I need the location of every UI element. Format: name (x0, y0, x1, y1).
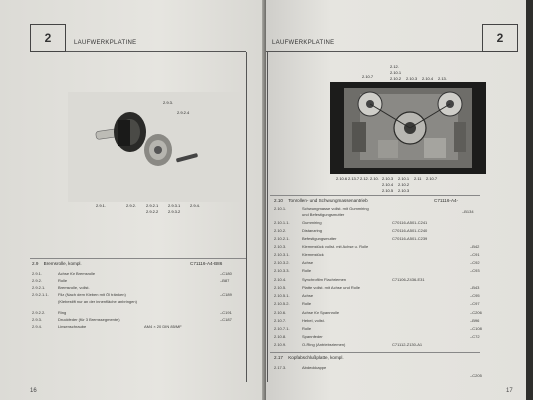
part-description: (Klebestift nur an der innenfläche anbringen) (58, 299, 137, 304)
part-description: Gummiring (302, 220, 322, 225)
callout-bottom-1: 2.10.6 (336, 176, 348, 181)
part-number: 2.10.7.1. (274, 326, 290, 331)
callout-bottom-11: 2.11 (414, 176, 422, 181)
section-heading (32, 261, 82, 266)
part-ref: –C91 (470, 252, 480, 257)
left-page (0, 0, 266, 400)
part-description: Synchrofilm Flachriemen (302, 277, 347, 282)
section-rule (30, 258, 246, 259)
callout-bottom-6: 2.10.4 (382, 182, 394, 187)
part-description: Hebel, vollst. (302, 318, 325, 323)
part-number: 2.10.9. (274, 342, 287, 347)
part-description: Rolle (302, 268, 312, 273)
callout-bottom-9: 2.10.2 (398, 182, 410, 187)
part-number: 2.10.3. (274, 244, 287, 249)
part-ref: –C95 (470, 293, 480, 298)
section-title: Bremsrolle, kompl. (43, 261, 82, 266)
mechanism-photo (330, 82, 486, 174)
section-code: C71116-A4-B86 (190, 261, 223, 266)
part-description: O-Ring (Antriebsriemen) (302, 342, 346, 347)
part-code: C70116-A501-C241 (392, 220, 428, 225)
part-description: Achse (302, 260, 314, 265)
part-number: 2.9.1. (32, 271, 43, 276)
part-number: 2.10.5.1. (274, 293, 290, 298)
callout-top-2: 2.9.2.4 (177, 110, 190, 115)
part-description: Distanzring (302, 228, 323, 233)
section2-number: 2.17 (274, 355, 283, 360)
chapter-number-box (482, 24, 518, 52)
part-number: 2.10.8. (274, 334, 287, 339)
book-edge (526, 0, 533, 400)
chapter-number-box (30, 24, 66, 52)
part-ref: –C97 (470, 301, 480, 306)
callout-bottom-4: 2.9.2.2 (146, 209, 159, 214)
part-description: Abdeckkappe (302, 365, 327, 370)
callout-bottom-2: 2.13.7 (348, 176, 360, 181)
part-number: 2.10.5. (274, 285, 287, 290)
callout-top-7: 2.13. (438, 76, 447, 81)
part-description: Druckfeder (für 3 Bremssegmente) (58, 317, 120, 322)
part-number: 2.9.3. (32, 317, 43, 322)
part-ref: –C189 (220, 292, 232, 297)
callout-bottom-8: 2.10.1 (398, 176, 410, 181)
callout-bottom-7: 2.10.5 (382, 188, 394, 193)
part-ref: –B43 (470, 285, 480, 290)
part-description: Schwungmasse vollst. mit Gummiring (302, 206, 369, 211)
mechanism-illustration (330, 82, 486, 174)
part-number: 2.10.1.1. (274, 220, 290, 225)
part-description: Linsenschraube (58, 324, 87, 329)
part-description: Rolle (302, 326, 312, 331)
header-rule (66, 51, 246, 52)
margin-rule (246, 52, 247, 382)
part-number: 2.10.2.1. (274, 236, 290, 241)
page-number: 16 (30, 388, 37, 394)
part-ref: –C206 (470, 310, 482, 315)
section-code: C71116-A4- (434, 198, 459, 203)
part-number: 2.10.5.2. (274, 301, 290, 306)
callout-top-3: 2.10.1 (390, 70, 402, 75)
part-description: und Befestigungsmutter (302, 212, 345, 217)
section-number: 2.9 (32, 261, 39, 266)
brake-roller-photo (68, 92, 246, 202)
chapter-number: 2 (496, 31, 504, 45)
part-code: C71112-Z130-A1 (392, 342, 423, 347)
callout-bottom-6: 2.9.3.2 (168, 209, 181, 214)
part-number: 2.10.4. (274, 277, 287, 282)
part-description: Rolle (58, 278, 68, 283)
part-number: 2.17.3. (274, 365, 287, 370)
part-ref: –C191 (220, 310, 232, 315)
right-page (266, 0, 526, 400)
callout-top-6: 2.10.4 (422, 76, 434, 81)
section-number: 2.10 (274, 198, 283, 203)
part-ref: –C205 (470, 373, 482, 378)
section2-heading (274, 355, 344, 360)
brake-roller-illustration (68, 92, 246, 202)
part-ref: –B87 (220, 278, 230, 283)
callout-bottom-4: 2.10. (370, 176, 379, 181)
page-title: LAUFWERKPLATINE (74, 40, 137, 46)
part-ref: –C180 (220, 271, 232, 276)
part-number: 2.10.3.2. (274, 260, 290, 265)
part-description: Ring (58, 310, 67, 315)
part-number: 2.10.3.1. (274, 252, 290, 257)
part-number: 2.10.6. (274, 310, 287, 315)
part-number: 2.9.2.2. (32, 310, 46, 315)
callout-top-1: 2.10.7 (362, 74, 374, 79)
part-ref: –B96 (470, 318, 480, 323)
part-number: 2.9.2. (32, 278, 43, 283)
part-description: Befestigungsmutter (302, 236, 337, 241)
callout-bottom-5: 2.9.3.1 (168, 203, 181, 208)
part-description: Spannfeder (302, 334, 323, 339)
header-rule (266, 51, 482, 52)
part-number: 2.10.1. (274, 206, 287, 211)
callout-bottom-12: 2.10.7 (426, 176, 438, 181)
part-description: Bremsrolle, vollst. (58, 285, 90, 290)
part-ref: –C108 (470, 326, 482, 331)
part-description: Klemmstück (302, 252, 324, 257)
part-code: C70116-A501-C239 (392, 236, 428, 241)
margin-rule (267, 52, 268, 382)
section2-title: Kopfabschlußplatte, kompl. (288, 355, 344, 360)
section-title: Tonrollen- und Schwungmassenantrieb (288, 198, 368, 203)
callout-bottom-5: 2.10.3 (382, 176, 394, 181)
section-ref: –B134 (462, 209, 474, 214)
chapter-number: 2 (44, 31, 52, 45)
part-number: 2.9.2.1.1. (32, 292, 49, 297)
part-description: Achse (302, 293, 314, 298)
part-description: Achse für Spannrolle (302, 310, 340, 315)
part-number: 2.9.4. (32, 324, 43, 329)
callout-bottom-10: 2.10.3 (398, 188, 410, 193)
callout-bottom-3: 2.12. (360, 176, 369, 181)
part-code: C70116-A501-C240 (392, 228, 428, 233)
part-number: 2.10.3.3. (274, 268, 290, 273)
part-code: AM4 × 20 DIN 85/MF (144, 324, 182, 329)
page-title: LAUFWERKPLATINE (272, 40, 335, 46)
part-number: 2.10.2. (274, 228, 287, 233)
part-description: Rolle (302, 301, 312, 306)
callout-bottom-7: 2.9.4. (190, 203, 201, 208)
callout-bottom-1: 2.9.1. (96, 203, 107, 208)
part-description: Klemmstück vollst. mit Achse u. Rolle (302, 244, 369, 249)
callout-bottom-3: 2.9.2.1 (146, 203, 159, 208)
section-heading (274, 198, 368, 203)
part-number: 2.10.7. (274, 318, 287, 323)
callout-top-4: 2.10.2 (390, 76, 402, 81)
part-ref: –C93 (470, 268, 480, 273)
part-ref: –C92 (470, 260, 480, 265)
part-ref: –C72 (470, 334, 480, 339)
section2-rule (270, 352, 480, 353)
page-number: 17 (506, 388, 513, 394)
part-code: C71106-Z436-E31 (392, 277, 425, 282)
section-rule (270, 195, 480, 196)
part-description: Filz (Nach dem Kleben mit Öl tränken) (58, 292, 126, 297)
callout-top-1: 2.9.3. (163, 100, 174, 105)
callout-bottom-2: 2.9.2. (126, 203, 137, 208)
callout-top-2: 2.12. (390, 64, 399, 69)
part-description: Achse für Bremsrolle (58, 271, 96, 276)
part-ref: –B42 (470, 244, 480, 249)
part-description: Platte vollst. mit Achse und Rolle (302, 285, 361, 290)
callout-top-5: 2.10.3 (406, 76, 418, 81)
part-ref: –C187 (220, 317, 232, 322)
part-number: 2.9.2.1. (32, 285, 46, 290)
